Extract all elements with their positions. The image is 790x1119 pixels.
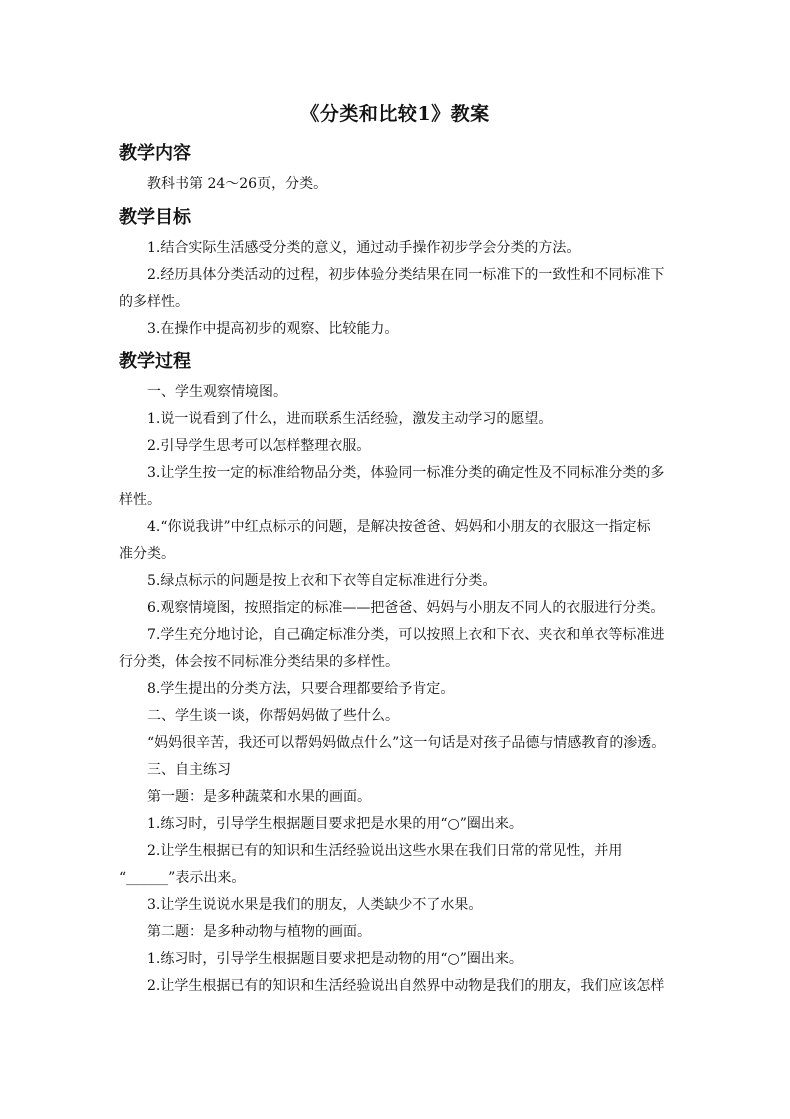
text-line: 3.让学生按一定的标准给物品分类，体验同一标准分类的确定性及不同标准分类的多 bbox=[147, 465, 665, 481]
text-line: 2.让学生根据已有的知识和生活经验说出自然界中动物是我们的朋友，我们应该怎样 bbox=[147, 978, 665, 994]
heading-process: 教学过程 bbox=[119, 351, 191, 372]
text-line: 行分类，体会按不同标准分类结果的多样性。 bbox=[119, 654, 399, 670]
page-title: 《分类和比较1》教案 bbox=[300, 103, 490, 125]
text-line: 1.结合实际生活感受分类的意义，通过动手操作初步学会分类的方法。 bbox=[147, 240, 581, 256]
text-line: 2.让学生根据已有的知识和生活经验说出这些水果在我们日常的常见性，并用 bbox=[147, 843, 623, 859]
text-line: 2.经历具体分类活动的过程，初步体验分类结果在同一标准下的一致性和不同标准下 bbox=[147, 267, 665, 283]
text-line: 5.绿点标示的问题是按上衣和下衣等自定标准进行分类。 bbox=[147, 573, 497, 589]
heading-goals: 教学目标 bbox=[119, 207, 191, 228]
text-line: 样性。 bbox=[119, 492, 161, 508]
text-line: 二、学生谈一谈，你帮妈妈做了些什么。 bbox=[147, 708, 399, 724]
text-line: 一、学生观察情境图。 bbox=[147, 384, 287, 400]
text-line: 教科书第 24～26页，分类。 bbox=[147, 176, 328, 192]
text-line: “______”表示出来。 bbox=[119, 870, 246, 886]
text-line: 7.学生充分地讨论，自己确定标准分类，可以按照上衣和下衣、夹衣和单衣等标准进 bbox=[147, 627, 665, 643]
text-line: 的多样性。 bbox=[119, 294, 189, 310]
heading-content: 教学内容 bbox=[119, 143, 191, 164]
text-line: 8.学生提出的分类方法，只要合理都要给予肯定。 bbox=[147, 681, 455, 697]
text-line: 3.让学生说说水果是我们的朋友，人类缺少不了水果。 bbox=[147, 897, 483, 913]
text-line: 三、自主练习 bbox=[147, 762, 231, 778]
text-line: 1.练习时，引导学生根据题目要求把是动物的用“○”圈出来。 bbox=[147, 951, 523, 967]
text-line: 3.在操作中提高初步的观察、比较能力。 bbox=[147, 321, 399, 337]
text-line: 准分类。 bbox=[119, 546, 175, 562]
text-line: 4.“你说我讲”中红点标示的问题，是解决按爸爸、妈妈和小朋友的衣服这一指定标 bbox=[147, 519, 651, 535]
text-line: 6.观察情境图，按照指定的标准——把爸爸、妈妈与小朋友不同人的衣服进行分类。 bbox=[147, 600, 665, 616]
text-line: 1.练习时，引导学生根据题目要求把是水果的用“○”圈出来。 bbox=[147, 816, 523, 832]
text-line: 第一题：是多种蔬菜和水果的画面。 bbox=[147, 789, 371, 805]
text-line: “妈妈很辛苦，我还可以帮妈妈做点什么”这一句话是对孩子品德与情感教育的渗透。 bbox=[147, 735, 666, 751]
text-line: 2.引导学生思考可以怎样整理衣服。 bbox=[147, 438, 371, 454]
text-line: 1.说一说看到了什么，进而联系生活经验，激发主动学习的愿望。 bbox=[147, 411, 553, 427]
text-line: 第二题：是多种动物与植物的画面。 bbox=[147, 924, 371, 940]
